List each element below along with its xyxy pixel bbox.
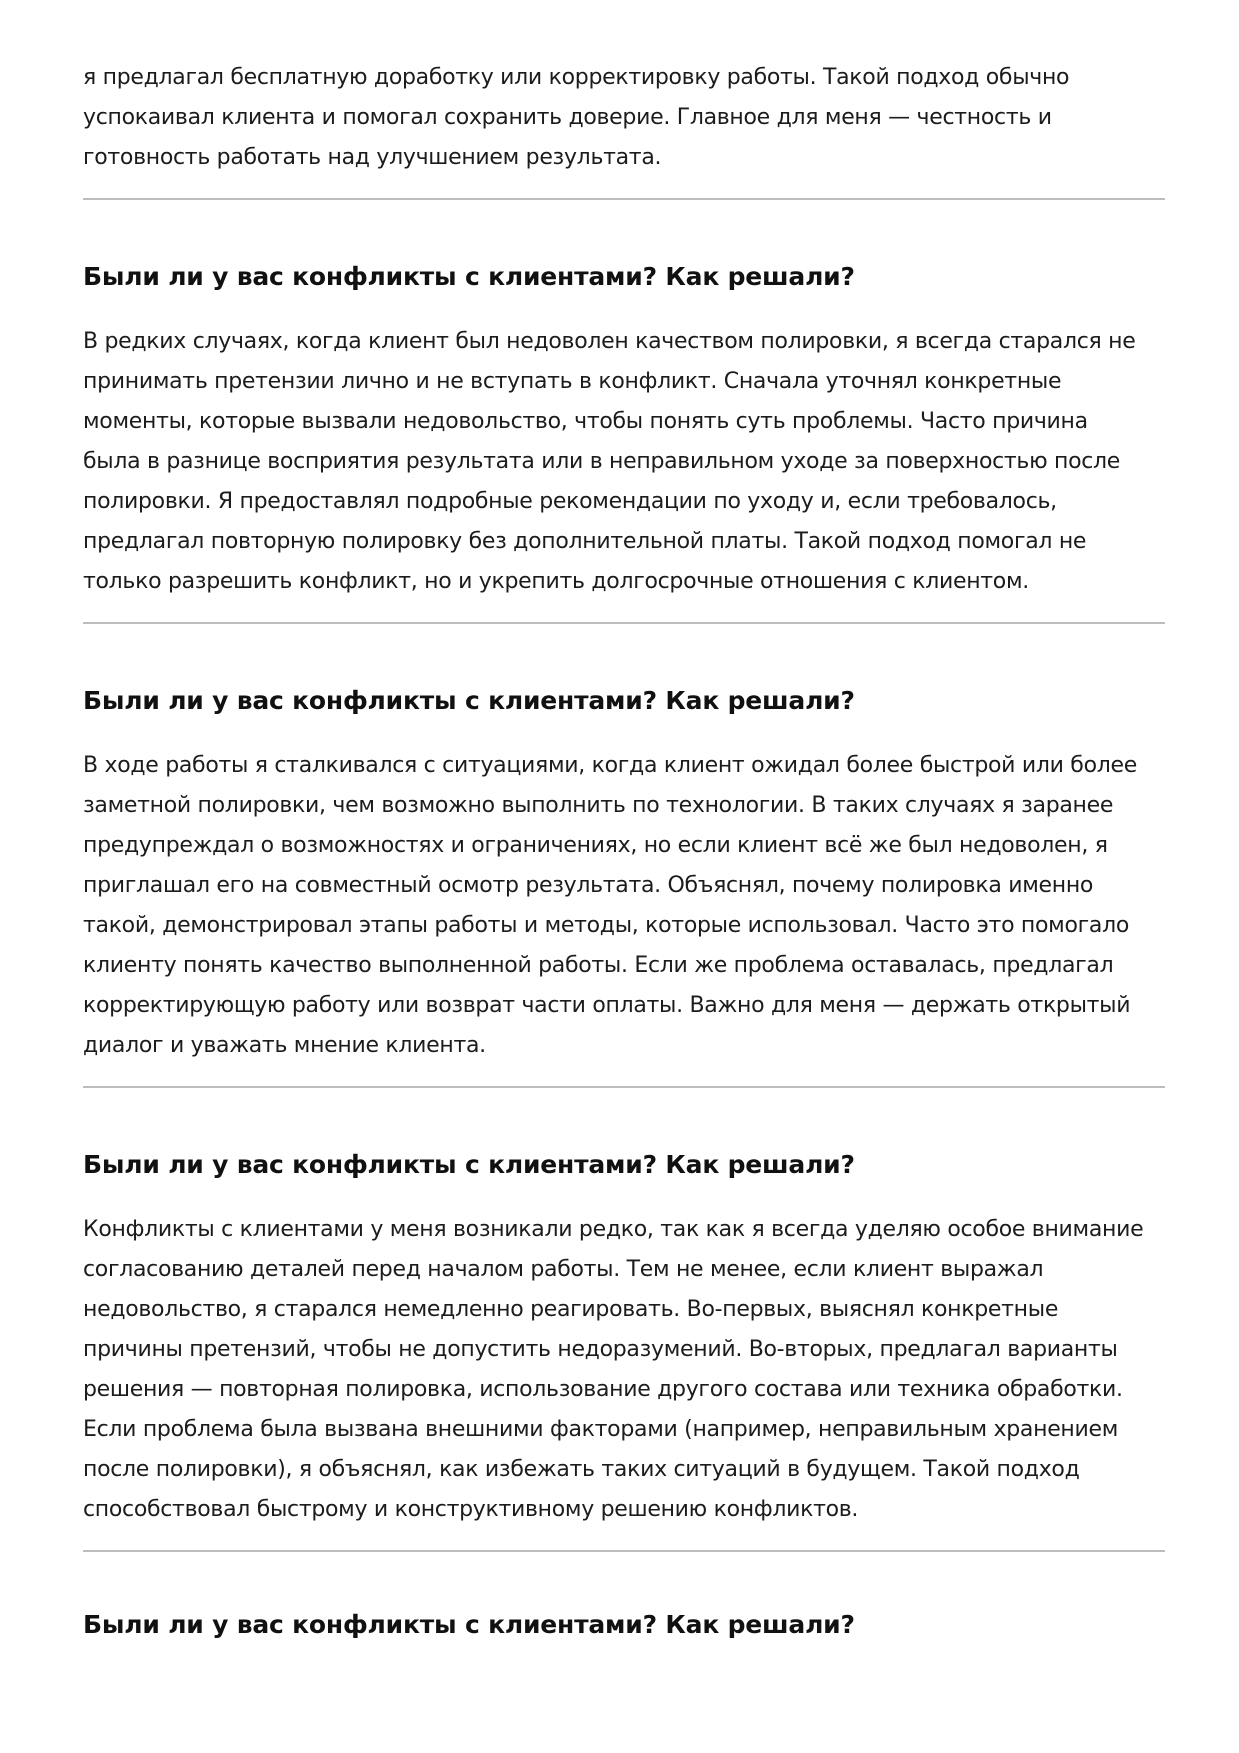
document-page xyxy=(83,58,1165,1670)
qa-section-2 xyxy=(83,684,1165,1088)
section-divider xyxy=(83,198,1165,200)
paragraph-line: я предлагал бесплатную доработку или корректировку работы. Такой подход обычно xyxy=(83,65,1070,90)
qa-section-3 xyxy=(83,1148,1165,1552)
paragraph-line: после полировки), я объяснял, как избежать таких ситуаций в будущем. Такой подход xyxy=(83,1457,1080,1482)
paragraph-line: решения — повторная полировка, использование другого состава или техника обработки. xyxy=(83,1377,1123,1402)
answer-paragraph xyxy=(83,322,1165,602)
paragraph-line: В ходе работы я сталкивался с ситуациями, когда клиент ожидал более быстрой или более xyxy=(83,753,1137,778)
paragraph-line: успокаивал клиента и помогал сохранить доверие. Главное для меня — честность и xyxy=(83,105,1052,130)
paragraph-line: В редких случаях, когда клиент был недоволен качеством полировки, я всегда старался не xyxy=(83,329,1136,354)
paragraph-line: корректирующую работу или возврат части оплаты. Важно для меня — держать открытый xyxy=(83,993,1131,1018)
paragraph-line: Если проблема была вызвана внешними факторами (например, неправильным хранением xyxy=(83,1417,1119,1442)
paragraph-line: недовольство, я старался немедленно реагировать. Во-первых, выяснял конкретные xyxy=(83,1297,1059,1322)
paragraph-line: согласованию деталей перед началом работы. Тем не менее, если клиент выражал xyxy=(83,1257,1044,1282)
answer-paragraph xyxy=(83,746,1165,1066)
paragraph-line: диалог и уважать мнение клиента. xyxy=(83,1033,486,1058)
paragraph-line: заметной полировки, чем возможно выполнить по технологии. В таких случаях я заранее xyxy=(83,793,1114,818)
question-heading: Были ли у вас конфликты с клиентами? Как решали? xyxy=(83,686,855,715)
paragraph-line: клиенту понять качество выполненной работы. Если же проблема оставалась, предлагал xyxy=(83,953,1114,978)
paragraph-line: такой, демонстрировал этапы работы и методы, которые использовал. Часто это помогало xyxy=(83,913,1129,938)
paragraph-line: предупреждал о возможностях и ограничениях, но если клиент всё же был недоволен, я xyxy=(83,833,1108,858)
section-divider xyxy=(83,622,1165,624)
paragraph-line: причины претензий, чтобы не допустить недоразумений. Во-вторых, предлагал варианты xyxy=(83,1337,1118,1362)
paragraph-line: принимать претензии лично и не вступать в конфликт. Сначала уточнял конкретные xyxy=(83,369,1062,394)
qa-section-4 xyxy=(83,1608,1165,1642)
qa-section-1 xyxy=(83,260,1165,624)
paragraph-line: готовность работать над улучшением результата. xyxy=(83,145,662,170)
paragraph-line: предлагал повторную полировку без дополнительной платы. Такой подход помогал не xyxy=(83,529,1087,554)
paragraph-line: приглашал его на совместный осмотр результата. Объяснял, почему полировка именно xyxy=(83,873,1094,898)
question-heading: Были ли у вас конфликты с клиентами? Как решали? xyxy=(83,262,855,291)
paragraph-line: моменты, которые вызвали недовольство, чтобы понять суть проблемы. Часто причина xyxy=(83,409,1088,434)
answer-paragraph xyxy=(83,1210,1165,1530)
paragraph-line: полировки. Я предоставлял подробные рекомендации по уходу и, если требовалось, xyxy=(83,489,1057,514)
intro-paragraph xyxy=(83,58,1165,178)
paragraph-line: Конфликты с клиентами у меня возникали редко, так как я всегда уделяю особое внимание xyxy=(83,1217,1144,1242)
section-divider xyxy=(83,1550,1165,1552)
paragraph-line: была в разнице восприятия результата или в неправильном уходе за поверхностью после xyxy=(83,449,1121,474)
question-heading: Были ли у вас конфликты с клиентами? Как решали? xyxy=(83,1150,855,1179)
question-heading: Были ли у вас конфликты с клиентами? Как решали? xyxy=(83,1610,855,1639)
paragraph-line: только разрешить конфликт, но и укрепить долгосрочные отношения с клиентом. xyxy=(83,569,1029,594)
paragraph-line: способствовал быстрому и конструктивному решению конфликтов. xyxy=(83,1497,859,1522)
section-divider xyxy=(83,1086,1165,1088)
